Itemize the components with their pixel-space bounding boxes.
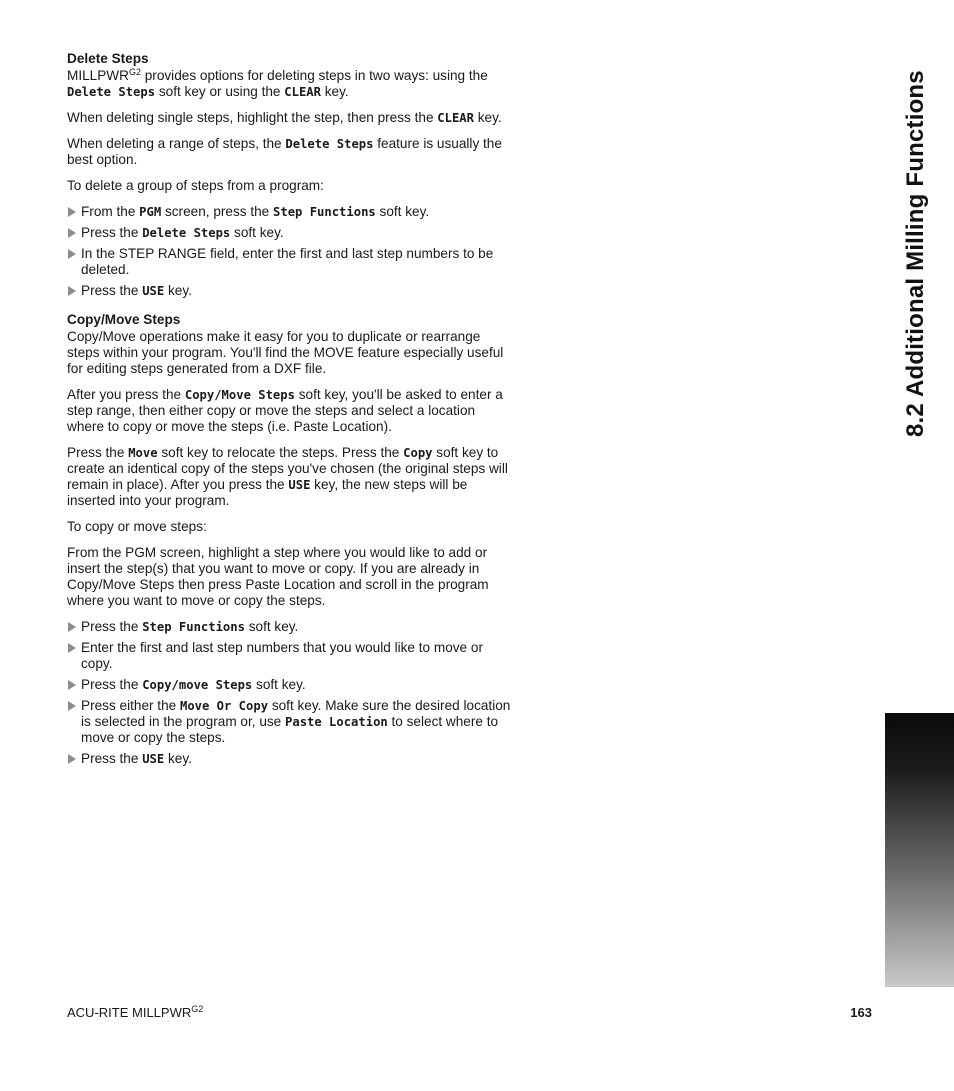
keyword: Move Or Copy: [179, 699, 269, 713]
delete-intro-paragraph: $MILLPWR^{G2}$ provides options for deleting steps in two ways: using the Delete Steps soft key or using the CLEAR key.: [67, 67, 488, 99]
list-item: From the PGM screen, press the Step Functions soft key.: [67, 204, 512, 220]
delete-group-intro: To delete a group of steps from a program:: [67, 178, 324, 193]
list-item: Enter the first and last step numbers that you would like to move or copy.: [67, 640, 512, 672]
keyword: Delete Steps: [67, 85, 156, 99]
triangle-bullet-icon: [68, 754, 76, 764]
keyword: PGM: [139, 205, 162, 219]
page-content: [67, 50, 512, 779]
section-heading-copy-move-steps: Copy/Move Steps: [67, 312, 181, 327]
list-item: Press the Step Functions soft key.: [67, 619, 512, 635]
triangle-bullet-icon: [68, 680, 76, 690]
triangle-bullet-icon: [68, 249, 76, 259]
keyword: CLEAR: [437, 111, 474, 125]
copy-howto-intro: To copy or move steps:: [67, 519, 207, 534]
triangle-bullet-icon: [68, 622, 76, 632]
keyword: Copy/Move Steps: [184, 388, 295, 402]
list-item: Press the Copy/move Steps soft key.: [67, 677, 512, 693]
keyword: Delete Steps: [142, 226, 231, 240]
list-item: Press the Delete Steps soft key.: [67, 225, 512, 241]
triangle-bullet-icon: [68, 701, 76, 711]
list-item: Press the USE key.: [67, 283, 512, 299]
triangle-bullet-icon: [68, 207, 76, 217]
keyword: USE: [288, 478, 311, 492]
chapter-tab-gradient: [885, 713, 954, 987]
list-item: Press either the Move Or Copy soft key. Make sure the desired location is selected in the program or, use Paste Location to select where to move or copy the steps.: [67, 698, 512, 746]
triangle-bullet-icon: [68, 228, 76, 238]
delete-range-paragraph: When deleting a range of steps, the Delete Steps feature is usually the best option.: [67, 136, 502, 167]
keyword: USE: [142, 752, 165, 766]
keyword: CLEAR: [284, 85, 321, 99]
chapter-side-title: 8.2 Additional Milling Functions: [902, 70, 929, 437]
delete-single-paragraph: When deleting single steps, highlight the step, then press the CLEAR key.: [67, 110, 502, 125]
triangle-bullet-icon: [68, 286, 76, 296]
page-number: 163: [850, 1005, 872, 1020]
keyword: Paste Location: [285, 715, 388, 729]
delete-steps-list: [67, 204, 512, 299]
footer-product-name: ACU-RITE $MILLPWR^{G2}$: [67, 1004, 204, 1020]
keyword: Step Functions: [142, 620, 245, 634]
keyword: Move: [128, 446, 158, 460]
triangle-bullet-icon: [68, 643, 76, 653]
copy-pgm-paragraph: From the PGM screen, highlight a step where you would like to add or insert the step(s) that you want to move or copy. If you are already in Copy/Move Steps then press Paste Location and scroll in the program where you want to move or copy the steps.: [67, 545, 489, 608]
section-heading-delete-steps: Delete Steps: [67, 51, 149, 66]
keyword: Delete Steps: [285, 137, 374, 151]
list-item: In the STEP RANGE field, enter the first and last step numbers to be deleted.: [67, 246, 512, 278]
list-item: Press the USE key.: [67, 751, 512, 767]
copy-steps-list: [67, 619, 512, 767]
copy-after-paragraph: After you press the Copy/Move Steps soft key, you'll be asked to enter a step range, then either copy or move the steps and select a location where to copy or move the steps (i.e. Paste Location).: [67, 387, 503, 434]
keyword: Copy/move Steps: [142, 678, 253, 692]
keyword: Copy: [403, 446, 433, 460]
copy-intro-paragraph: Copy/Move operations make it easy for you to duplicate or rearrange steps within your program. You'll find the MOVE feature especially useful for editing steps generated from a DXF file.: [67, 329, 504, 376]
copy-move-paragraph: Press the Move soft key to relocate the steps. Press the Copy soft key to create an identical copy of the steps you've chosen (the original steps will remain in place). After you press the USE key, the new steps will be inserted into your program.: [67, 445, 508, 508]
keyword: Step Functions: [273, 205, 376, 219]
keyword: USE: [142, 284, 165, 298]
